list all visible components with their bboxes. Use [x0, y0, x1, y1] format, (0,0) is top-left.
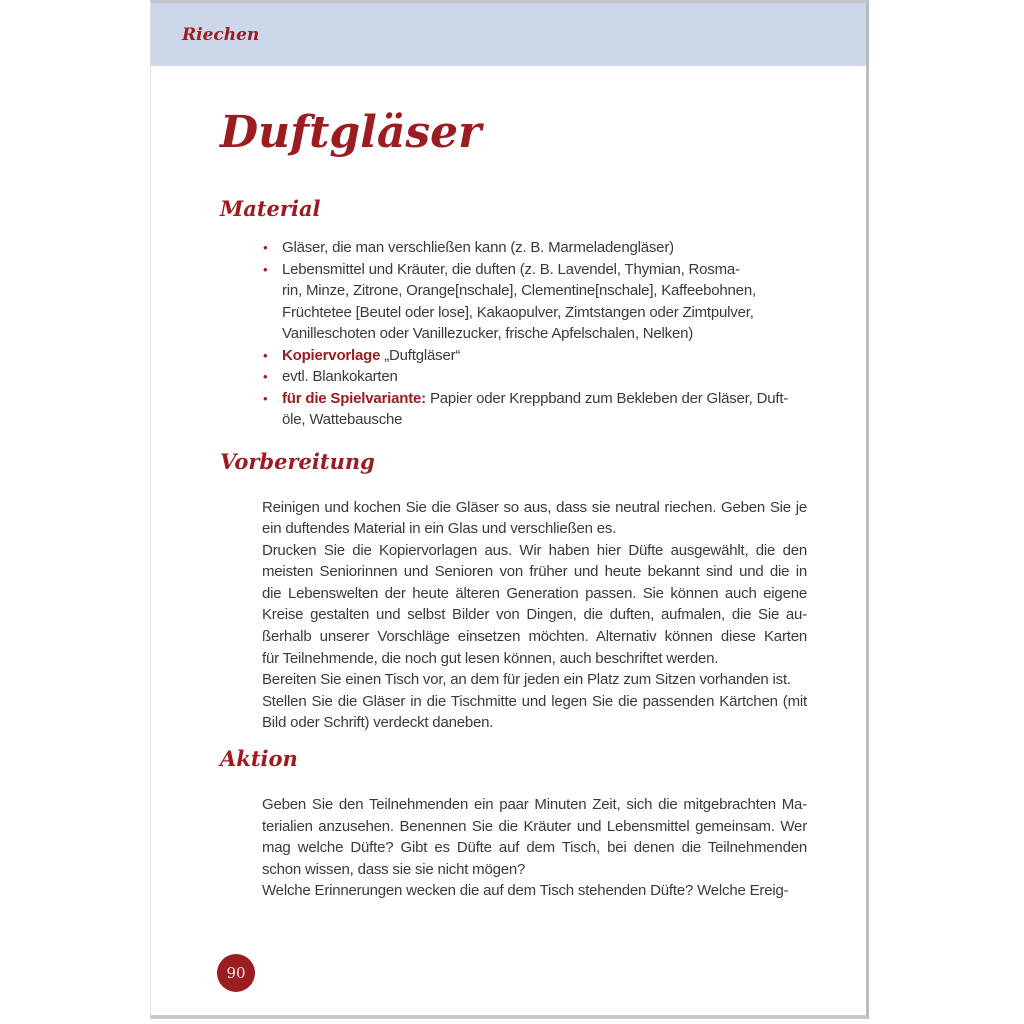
- text-line: mag welche Düfte? Gibt es Düfte auf dem Tisch, bei denen die Teilnehmenden: [262, 839, 807, 857]
- text-line: Vanilleschoten oder Vanillezucker, frische Apfelschalen, Nelken): [282, 325, 694, 342]
- text-line: Welche Erinnerungen wecken die auf dem Tisch stehenden Düfte? Welche Ereig-: [262, 882, 789, 900]
- text-line: Kreise gestalten und selbst Bilder von Dingen, die duften, aufmalen, die Sie au-: [262, 606, 807, 624]
- material-list: [263, 237, 866, 431]
- bullet-icon: •: [263, 347, 268, 363]
- text-line: ßerhalb unserer Vorschläge einsetzen möchten. Alternativ können diese Karten: [262, 628, 807, 646]
- text-line: Geben Sie den Teilnehmenden ein paar Minuten Zeit, sich die mitgebrachten Ma-: [262, 796, 807, 814]
- text-line: Reinigen und kochen Sie die Gläser so aus, dass sie neutral riechen. Geben Sie je: [262, 498, 807, 516]
- text-line: für die Spielvariante: Papier oder Kreppband zum Bekleben der Gläser, Duft-: [282, 389, 789, 407]
- text-line: evtl. Blankokarten: [282, 368, 398, 385]
- section-heading-material: Material: [220, 196, 321, 221]
- list-item-keyword: Kopiervorlage: [282, 346, 381, 364]
- text-line: terialien anzusehen. Benennen Sie die Kräuter und Lebensmittel gemeinsam. Wer: [262, 817, 807, 835]
- chapter-header-band: [151, 3, 866, 66]
- book-page: [150, 0, 869, 1019]
- page-number-badge: [217, 954, 255, 992]
- text-line: die Lebenswelten der heute älteren Generation passen. Sie können auch eigene: [262, 584, 807, 602]
- text-line: Stellen Sie die Gläser in die Tischmitte und legen Sie die passenden Kärtchen (mit: [262, 692, 807, 710]
- text-line: Kopiervorlage „Duftgläser“: [282, 346, 461, 364]
- text-line: Bereiten Sie einen Tisch vor, an dem für jeden ein Platz zum Sitzen vorhanden ist.: [262, 671, 791, 689]
- bullet-icon: •: [263, 390, 268, 406]
- page-title: Duftgläser: [220, 107, 482, 158]
- text-line: Bild oder Schrift) verdeckt daneben.: [262, 714, 494, 732]
- page-number: 90: [226, 964, 246, 982]
- text-line: Früchtetee [Beutel oder lose], Kakaopulver, Zimtstangen oder Zimtpulver,: [282, 303, 754, 321]
- list-item: [263, 237, 866, 259]
- list-item-keyword: für die Spielvariante:: [282, 389, 426, 407]
- text-line: ein duftendes Material in ein Glas und verschließen es.: [262, 520, 617, 538]
- text-line: Lebensmittel und Kräuter, die duften (z. B. Lavendel, Thymian, Rosma-: [282, 260, 740, 278]
- list-item-text: [282, 366, 398, 388]
- chapter-label: Riechen: [182, 24, 260, 45]
- list-item: [263, 366, 866, 388]
- list-item-text: [282, 237, 674, 259]
- text-line: schon wissen, dass sie sie nicht mögen?: [262, 860, 526, 878]
- text-line: für Teilnehmende, die noch gut lesen können, auch beschriftet werden.: [262, 649, 719, 667]
- vorbereitung-text: [262, 497, 807, 735]
- text-line: Gläser, die man verschließen kann (z. B. Marmeladengläser): [282, 239, 674, 256]
- list-item-text: [282, 259, 756, 345]
- text-line: rin, Minze, Zitrone, Orange[nschale], Clementine[nschale], Kaffeebohnen,: [282, 282, 756, 299]
- text-line: Drucken Sie die Kopiervorlagen aus. Wir haben hier Düfte ausgewählt, die den: [262, 541, 807, 559]
- aktion-text: [262, 794, 807, 902]
- section-heading-aktion: Aktion: [220, 746, 298, 772]
- bullet-icon: •: [263, 261, 268, 277]
- list-item: [263, 388, 866, 431]
- section-heading-vorbereitung: Vorbereitung: [220, 448, 375, 474]
- text-line: öle, Wattebausche: [282, 411, 403, 428]
- list-item: [263, 259, 866, 345]
- bullet-icon: •: [263, 369, 268, 384]
- bullet-icon: •: [263, 240, 268, 255]
- text-line: meisten Seniorinnen und Senioren von früher und heute bekannt sind und die in: [262, 563, 807, 581]
- list-item-text: [282, 388, 788, 431]
- list-item-text: [282, 345, 460, 367]
- list-item: [263, 345, 866, 367]
